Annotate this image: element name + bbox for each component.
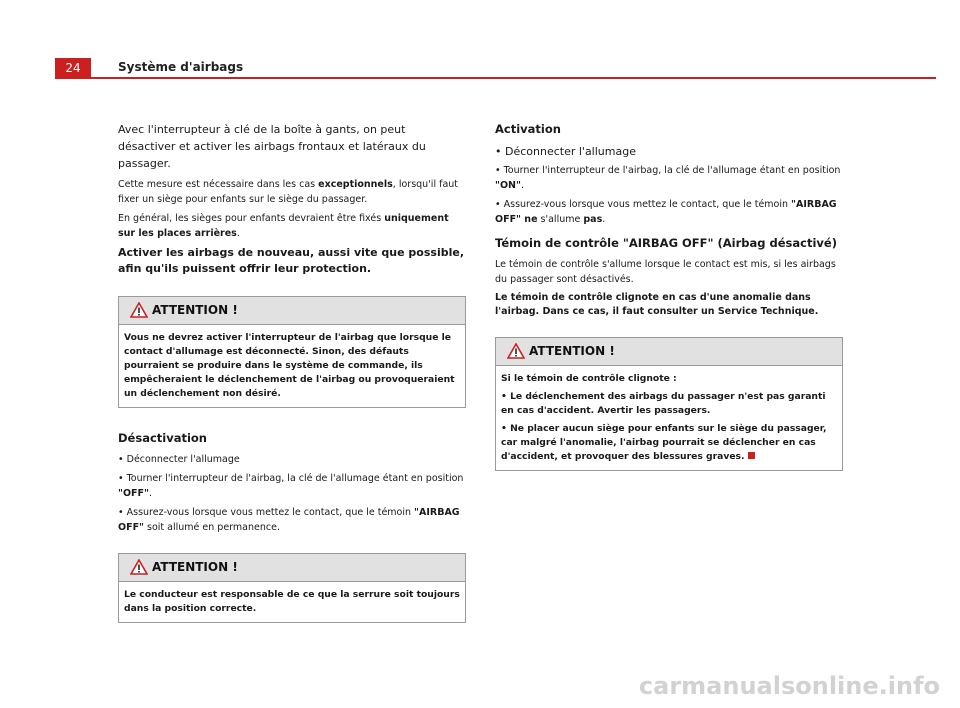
deactivation-heading: Désactivation [118, 431, 207, 445]
deactivation-bullet-3 [118, 505, 466, 535]
airbag-off-ne-label: "AIRBAG OFF" ne [495, 199, 837, 225]
warning-line-3 [501, 422, 837, 464]
deactivation-bullet-2 [118, 471, 466, 501]
warning-triangle-icon [507, 343, 525, 359]
warning-text: Vous ne devrez activer l'interrupteur de l'airbag que lorsque le contact d'allumage est déconnecté. Sinon, des défauts pourraient se produire dans le système de commande, ils empêcheraient le déclenchement de l'airbag ou provoqueraient un déclenchement non désiré. [124, 332, 455, 399]
rear-seats-paragraph [118, 211, 466, 241]
witness-paragraph-1: Le témoin de contrôle s'allume lorsque le contact est mis, si les airbags du passager sont désactivés. [495, 259, 836, 285]
activation-bullet-1: • Déconnecter l'allumage [495, 145, 636, 158]
activation-bullet-3-mid: s'allume [537, 214, 584, 225]
off-position-label: "OFF" [118, 488, 149, 499]
right-column [495, 121, 843, 471]
activation-bullet-2 [495, 163, 843, 193]
warning-header [119, 297, 465, 325]
rear-seats-text: En général, les sièges pour enfants devraient être fixés [118, 213, 385, 224]
warning-title: ATTENTION ! [529, 344, 615, 358]
warning-title: ATTENTION ! [152, 303, 238, 317]
deactivation-bullet-2-end: . [148, 488, 152, 499]
warning-triangle-icon [130, 302, 148, 318]
activation-heading: Activation [495, 122, 561, 136]
exception-text: Cette mesure est nécessaire dans les cas [118, 179, 319, 190]
warning-text: Le conducteur est responsable de ce que la serrure soit toujours dans la position correcte. [124, 589, 460, 614]
warning-box-lock [118, 553, 466, 623]
on-position-label: "ON" [495, 180, 521, 191]
watermark: carmanualsonline.info [638, 672, 940, 700]
activation-bullet-2-text: • Tourner l'interrupteur de l'airbag, la clé de l'allumage étant en position [495, 165, 841, 176]
warning-box-ignition [118, 296, 466, 408]
rear-seats-text-end: . [236, 228, 240, 239]
exception-text-end: , lorsqu'il faut fixer un siège pour enfants sur le siège du passager. [118, 179, 459, 205]
witness-paragraph-2: Le témoin de contrôle clignote en cas d'une anomalie dans l'airbag. Dans ce cas, il faut consulter un Service Technique. [495, 292, 819, 317]
warning-line-2: • Le déclenchement des airbags du passager n'est pas garanti en cas d'accident. Avertir les passagers. [501, 391, 826, 416]
end-of-section-square-icon [748, 452, 755, 459]
activation-bullet-3-text: • Assurez-vous lorsque vous mettez le contact, que le témoin [495, 199, 792, 210]
header-divider [91, 77, 936, 79]
page-number: 24 [55, 58, 91, 79]
warning-body [119, 582, 465, 622]
intro-paragraph: Avec l'interrupteur à clé de la boîte à gants, on peut désactiver et activer les airbags frontaux et latéraux du passager. [118, 123, 426, 170]
warning-triangle-icon [130, 559, 148, 575]
activation-bullet-3 [495, 197, 843, 227]
pas-emphasis: pas [583, 214, 603, 225]
warning-body [119, 325, 465, 407]
warning-title: ATTENTION ! [152, 560, 238, 574]
warning-header [496, 338, 842, 366]
warning-body [496, 366, 842, 470]
deactivation-bullet-3-end: soit allumé en permanence. [144, 522, 280, 533]
deactivation-bullet-3-text: • Assurez-vous lorsque vous mettez le contact, que le témoin [118, 507, 415, 518]
left-column [118, 121, 466, 623]
page-title: Système d'airbags [118, 60, 244, 74]
exception-paragraph [118, 177, 466, 207]
deactivation-bullet-1: • Déconnecter l'allumage [118, 454, 240, 465]
warning-box-blinking [495, 337, 843, 471]
warning-line-3-text: • Ne placer aucun siège pour enfants sur le siège du passager, car malgré l'anomalie, l'airbag pourrait se déclencher en cas d'accident, et provoquer des blessures graves. [501, 423, 827, 462]
activation-bullet-3-end: . [602, 214, 606, 225]
activation-bullet-2-end: . [520, 180, 524, 191]
exception-emphasis: exceptionnels [318, 179, 393, 190]
witness-heading: Témoin de contrôle "AIRBAG OFF" (Airbag désactivé) [495, 236, 837, 250]
rear-seats-emphasis: uniquement sur les places arrières [118, 213, 449, 239]
warning-line-1: Si le témoin de contrôle clignote : [501, 373, 677, 384]
deactivation-bullet-2-text: • Tourner l'interrupteur de l'airbag, la clé de l'allumage étant en position [118, 473, 464, 484]
reactivate-paragraph: Activer les airbags de nouveau, aussi vite que possible, afin qu'ils puissent offrir leur protection. [118, 246, 465, 275]
airbag-off-label: "AIRBAG OFF" [118, 507, 460, 533]
warning-header [119, 554, 465, 582]
